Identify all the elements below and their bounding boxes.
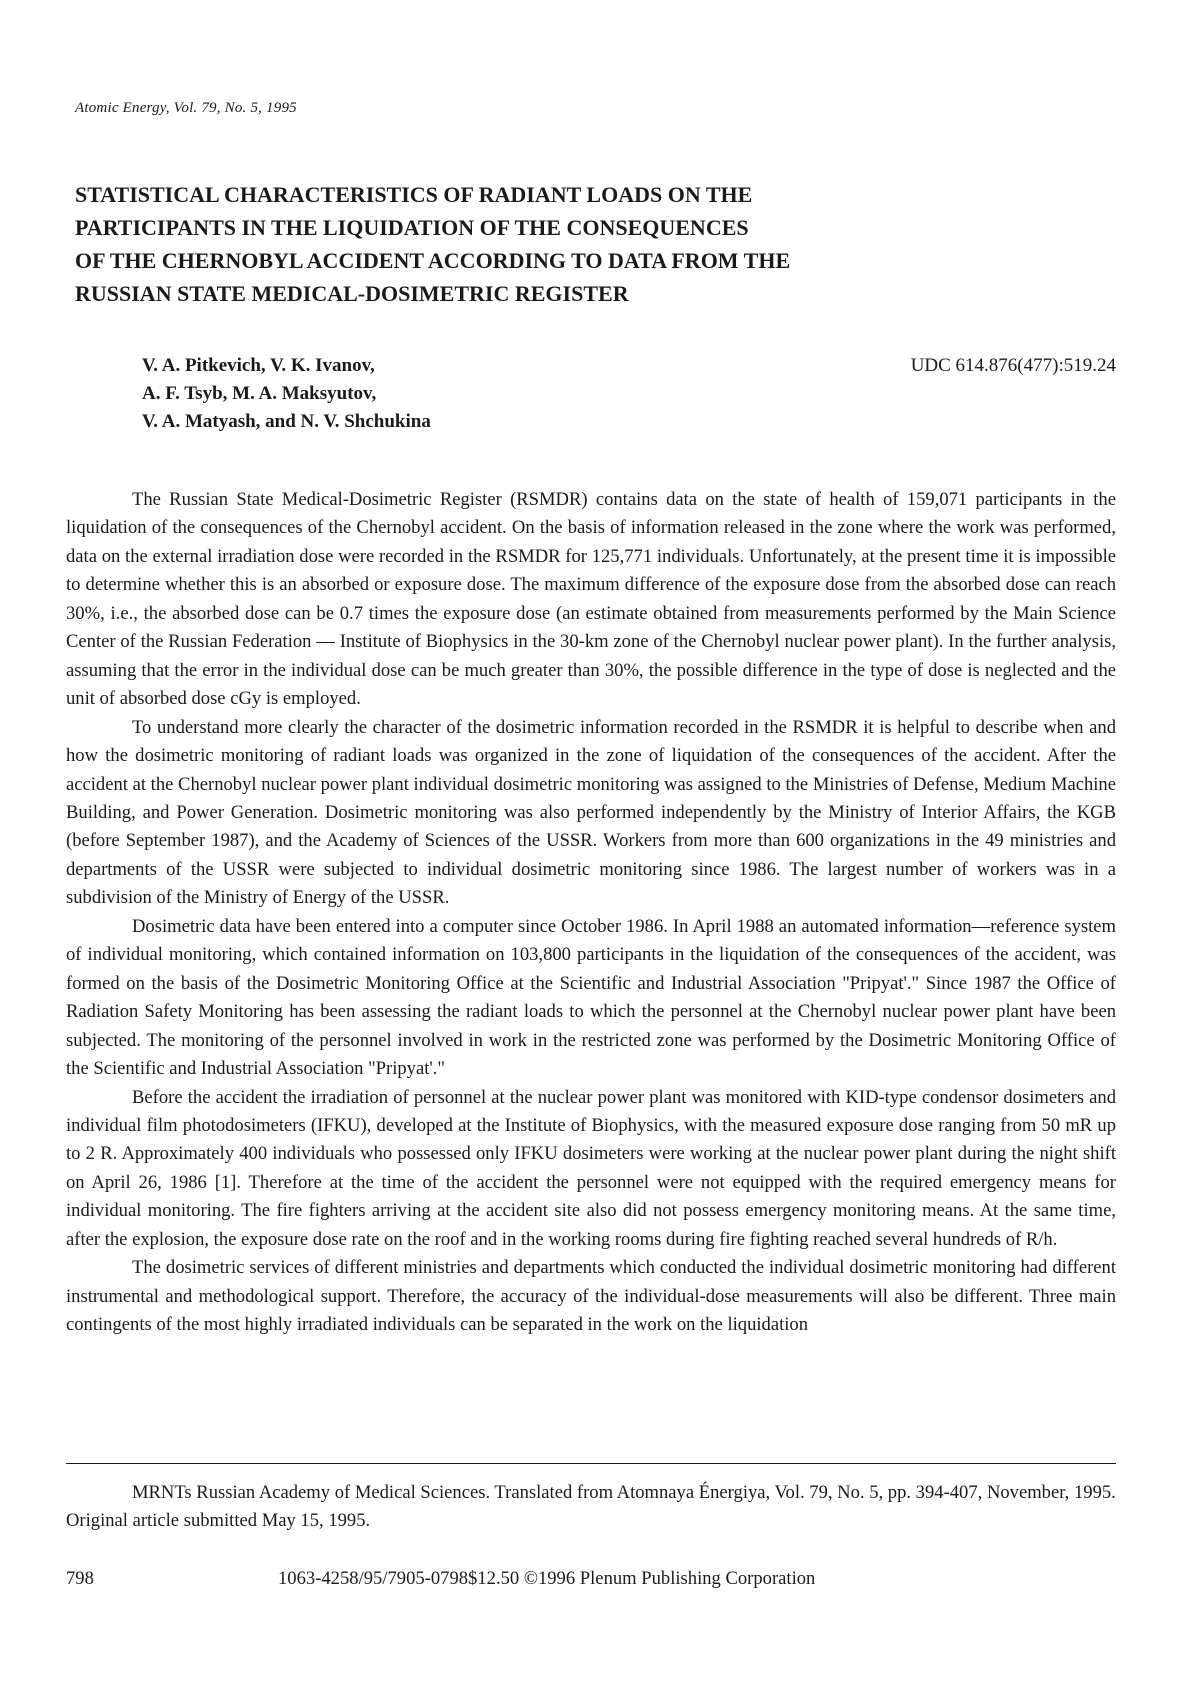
article-body — [66, 486, 1116, 1340]
body-paragraph: Before the accident the irradiation of personnel at the nuclear power plant was monitored with KID-type condensor dosimeters and individual film photodosimeters (IFKU), developed at the Institute of Biophysics, with the measured exposure dose ranging from 50 mR up to 2 R. Approximately 400 individuals who possessed only IFKU dosimeters were working at the nuclear power plant during the night shift on April 26, 1986 [1]. Therefore at the time of the accident the personnel were not equipped with the required emergency means for individual monitoring. The fire fighters arriving at the accident site also did not possess emergency monitoring means. At the same time, after the explosion, the exposure dose rate on the roof and in the working rooms during fire fighting reached several hundreds of R/h. — [66, 1086, 1116, 1250]
footnote: MRNTs Russian Academy of Medical Sciences. Translated from Atomnaya Énergiya, Vol. 79, No. 5, pp. 394-407, November, 1995. Original article submitted May 15, 1995. — [66, 1482, 1116, 1531]
title-line: STATISTICAL CHARACTERISTICS OF RADIANT LOADS ON THE — [75, 182, 753, 207]
author-line: V. A. Pitkevich, V. K. Ivanov, — [142, 355, 375, 376]
author-list — [142, 352, 431, 436]
footnote-divider — [66, 1463, 1116, 1464]
title-line: PARTICIPANTS IN THE LIQUIDATION OF THE CONSEQUENCES — [75, 215, 749, 240]
author-line: V. A. Matyash, and N. V. Shchukina — [142, 411, 431, 432]
body-paragraph: The Russian State Medical-Dosimetric Register (RSMDR) contains data on the state of health of 159,071 participants in the liquidation of the consequences of the Chernobyl accident. On the basis of information released in the zone where the work was performed, data on the external irradiation dose were recorded in the RSMDR for 125,771 individuals. Unfortunately, at the present time it is impossible to determine whether this is an absorbed or exposure dose. The maximum difference of the exposure dose from the absorbed dose can reach 30%, i.e., the absorbed dose can be 0.7 times the exposure dose (an estimate obtained from measurements performed by the Main Science Center of the Russian Federation — Institute of Biophysics in the 30-km zone of the Chernobyl nuclear power plant). In the further analysis, assuming that the error in the individual dose can be much greater than 30%, the possible difference in the type of dose is neglected and the unit of absorbed dose cGy is employed. — [66, 489, 1116, 710]
issn-copyright-line: 1063-4258/95/7905-0798$12.50 ©1996 Plenum Publishing Corporation — [278, 1568, 816, 1589]
body-paragraph: Dosimetric data have been entered into a computer since October 1986. In April 1988 an automated information—reference system of individual monitoring, which contained information on 103,800 participants in the liquidation of the consequences of the accident, was formed on the basis of the Dosimetric Monitoring Office at the Scientific and Industrial Association "Pripyat'." Since 1987 the Office of Radiation Safety Monitoring has been assessing the radiant loads to which the personnel at the Chernobyl nuclear power plant have been subjected. The monitoring of the personnel involved in work in the restricted zone was performed by the Dosimetric Monitoring Office of the Scientific and Industrial Association "Pripyat'." — [66, 915, 1116, 1080]
body-paragraph: To understand more clearly the character of the dosimetric information recorded in the RSMDR it is helpful to describe when and how the dosimetric monitoring of radiant loads was organized in the zone of liquidation of the consequences of the accident. After the accident at the Chernobyl nuclear power plant individual dosimetric monitoring was assigned to the Ministries of Defense, Medium Machine Building, and Power Generation. Dosimetric monitoring was also performed independently by the Ministry of Interior Affairs, the KGB (before September 1987), and the Academy of Sciences of the USSR. Workers from more than 600 organizations in the 49 ministries and departments of the USSR were subjected to individual dosimetric monitoring since 1986. The largest number of workers was in a subdivision of the Ministry of Energy of the USSR. — [66, 716, 1116, 909]
journal-reference: Atomic Energy, Vol. 79, No. 5, 1995 — [75, 100, 297, 116]
udc-code: UDC 614.876(477):519.24 — [910, 355, 1116, 376]
title-line: RUSSIAN STATE MEDICAL-DOSIMETRIC REGISTER — [75, 281, 629, 306]
title-line: OF THE CHERNOBYL ACCIDENT ACCORDING TO DATA FROM THE — [75, 248, 791, 273]
page-number: 798 — [66, 1568, 94, 1589]
body-paragraph: The dosimetric services of different ministries and departments which conducted the individual dosimetric monitoring had different instrumental and methodological support. Therefore, the accuracy of the individual-dose measurements will also be different. Three main contingents of the most highly irradiated individuals can be separated in the work on the liquidation — [66, 1257, 1116, 1336]
author-line: A. F. Tsyb, M. A. Maksyutov, — [142, 383, 377, 404]
article-title — [75, 178, 1075, 310]
